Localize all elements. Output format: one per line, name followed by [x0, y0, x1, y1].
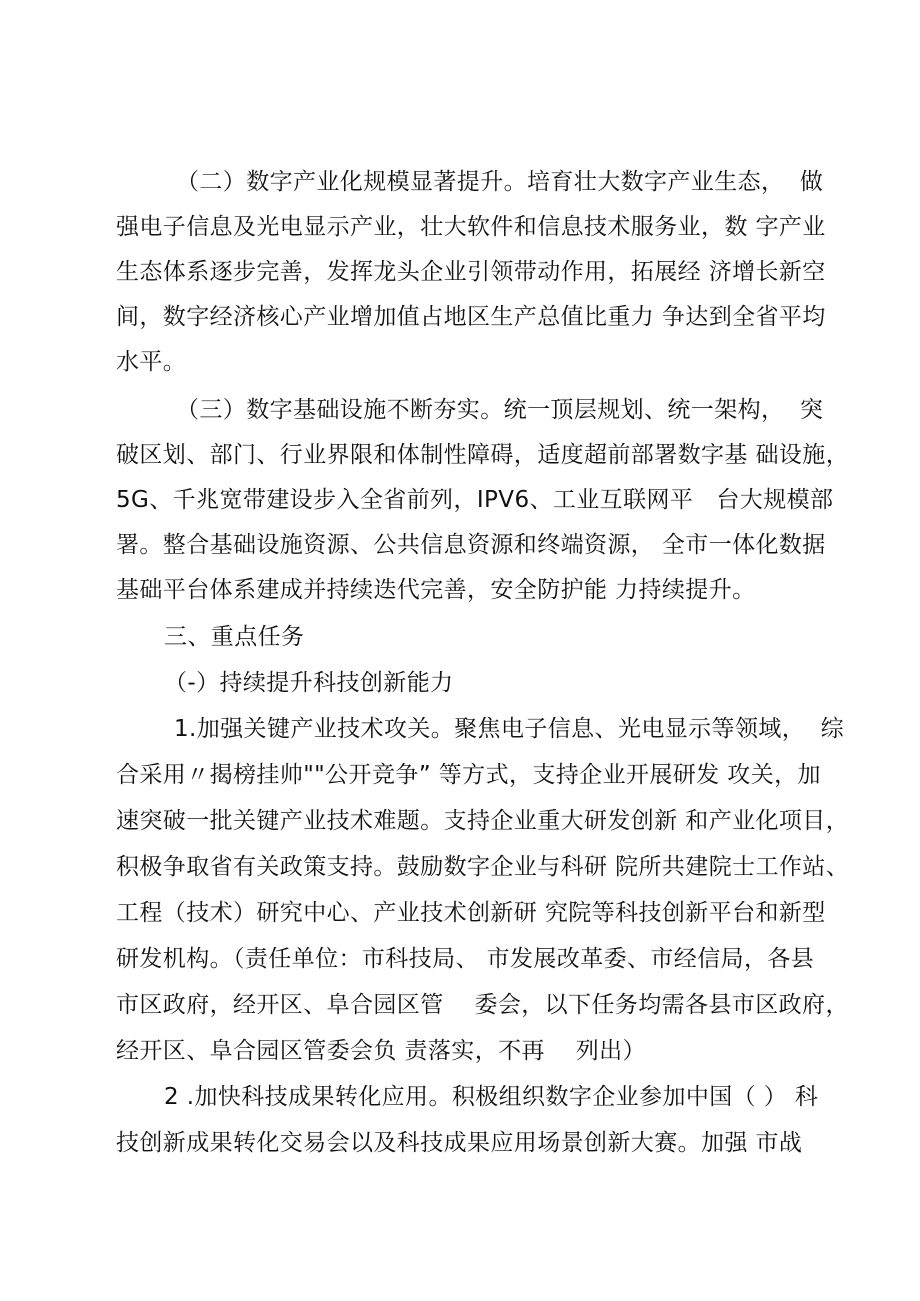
- paragraph-line: 基础平台体系建成并持续迭代完善，安全防护能 力持续提升。: [116, 577, 756, 603]
- paragraph-line: 工程（技术）研究中心、产业技术创新研 究院等科技创新平台和新型: [116, 900, 826, 926]
- section-heading: 三、重点任务: [164, 624, 305, 650]
- paragraph-line: （三）数字基础设施不断夯实。统一顶层规划、统一架构， 突: [176, 397, 824, 423]
- paragraph-line: 水平。: [116, 349, 187, 375]
- subsection-heading: （-）持续提升科技创新能力: [164, 670, 454, 696]
- paragraph-line: 生态体系逐步完善，发挥龙头企业引领带动作用，拓展经 济增长新空: [116, 259, 826, 285]
- paragraph-line: 2 .加快科技成果转化应用。积极组织数字企业参加中国（ ） 科: [164, 1084, 819, 1110]
- paragraph-line: 速突破一批关键产业技术难题。支持企业重大研发创新 和产业化项目，: [116, 808, 850, 834]
- paragraph-line: 积极争取省有关政策支持。鼓励数字企业与科研 院所共建院士工作站、: [116, 854, 850, 880]
- paragraph-line: 1.加强关键产业技术攻关。聚焦电子信息、光电显示等领域， 综: [174, 716, 844, 742]
- paragraph-line: 经开区、阜合园区管委会负 责落实，不再 列出）: [116, 1038, 646, 1064]
- paragraph-line: 技创新成果转化交易会以及科技成果应用场景创新大赛。加强 市战: [116, 1130, 803, 1156]
- paragraph-line: 5G、千兆宽带建设步入全省前列，IPV6、工业互联网平 台大规模部: [116, 487, 834, 513]
- paragraph-line: 间，数字经济核心产业增加值占地区生产总值比重力 争达到全省平均: [116, 304, 826, 330]
- paragraph-line: 署。整合基础设施资源、公共信息资源和终端资源， 全市一体化数据: [116, 532, 826, 558]
- paragraph-line: 合采用〃揭榜挂帅""公开竞争” 等方式，支持企业开展研发 攻关，加: [116, 762, 821, 788]
- paragraph-line: 市区政府，经开区、阜合园区管 委会，以下任务均需各县市区政府，: [116, 992, 849, 1018]
- paragraph-line: 研发机构。（责任单位：市科技局、 市发展改革委、市经信局，各县: [116, 946, 815, 972]
- paragraph-line: （二）数字产业化规模显著提升。培育壮大数字产业生态， 做: [176, 169, 824, 195]
- paragraph-line: 破区划、部门、行业界限和体制性障碍，适度超前部署数字基 础设施，: [116, 442, 850, 468]
- paragraph-line: 强电子信息及光电显示产业，壮大软件和信息技术服务业，数 字产业: [116, 214, 826, 240]
